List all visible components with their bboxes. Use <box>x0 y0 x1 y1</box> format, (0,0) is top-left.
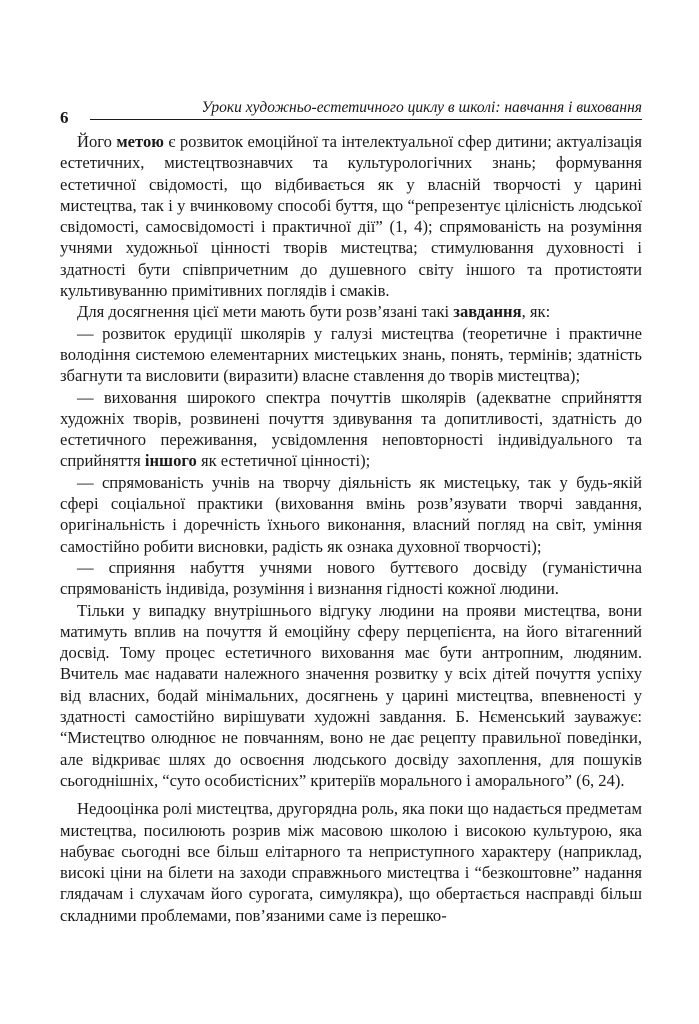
term-goal: метою <box>116 132 164 151</box>
page-header <box>60 98 642 126</box>
paragraph-goal-start: Його <box>77 132 117 151</box>
paragraph-tasks-intro-start: Для досягнення цієї мети мають бути розв’язані такі <box>77 302 454 322</box>
paragraph-tasks-intro-rest: , як: <box>521 302 551 322</box>
paragraph-goal <box>60 131 642 301</box>
paragraph-response: Тільки у випадку внутрішнього відгуку людини на прояви мистецтва, вони матимуть вплив на почуття й емоційну сферу перцепієнта, на його вітагенний досвід. Тому процес естетичного виховання має бути антропним, людяним. Вчитель має надавати належного значення розвитку у всіх дітей почуття успіху від власних, бодай мінімальних, досягнень у царині мистецтва, впевненості у здатності самостійно вирішувати художні завдання. Б. Нєменський зауважує: “Мистецтво олюднює не повчанням, воно не дає рецепту правильної поведінки, але відкриває шлях до освоєння людського досвіду захоплення, для пошуків сьогоднішніх, “суто особистісних” критеріїв морального і аморального” (6, 24). <box>60 600 642 790</box>
list-item-erudition: — розвиток ерудиції школярів у галузі мистецтва (теоретичне і практичне володіння системою елементарних мистецьких знань, понять, термінів; здатність збагнути та висловити (виразити) власне ставлення до творів мистецтва); <box>60 323 642 386</box>
term-tasks: завдання <box>453 302 522 322</box>
list-item-experience: — сприяння набуття учнями нового буттєвого досвіду (гуманістична спрямованість індивіда, розуміння і визнання гідності кожної людини. <box>60 557 642 599</box>
paragraph-underestimation: Недооцінка ролі мистецтва, другорядна роль, яка поки що надається предметам мистецтва, посилюють розрив між масовою школою і високою культурою, яка набуває сьогодні все більш елітарного та неприступного характеру (наприклад, високі ціни на білети на заходи справжнього мистецтва і “безкоштовне” надання глядачам і слухачам його сурогата, симулякра), що обертається насправді більш складними проблемами, пов’язаними саме із перешко- <box>60 799 642 925</box>
list-item-feelings-start: — виховання широкого спектра почуттів школярів (адекватне сприйняття художніх творів, розвинені почуття здивування та допитливості, здатність до естетичного переживання, усвідомлення неповторності індивідуального та сприйняття <box>60 387 642 471</box>
page-number: 6 <box>60 108 69 127</box>
term-other: іншого <box>144 451 197 471</box>
list-item-feelings-rest: як естетичної цінності); <box>196 451 371 471</box>
list-item-creativity: — спрямованість учнів на творчу діяльність як мистецьку, так у будь-якій сфері соціальної практики (виховання вмінь розв’язувати творчі завдання, оригінальність і доречність їхнього виконання, власний погляд на світ, уміння самостійно робити висновки, радість як ознака духовної творчості); <box>60 472 642 556</box>
list-item-feelings <box>60 387 642 472</box>
main-text <box>60 131 642 926</box>
running-title: Уроки художньо-естетичного циклу в школі: навчання і виховання <box>201 99 642 116</box>
paragraph-goal-rest: є розвиток емоційної та інтелектуальної сфер дитини; актуалізація естетичних, мистецтвознавчих та культурологічних знань; формування естетичної свідомості, що відбивається як у власній творчості у царині мистецтва, так і у вчинковому способі буття, що “репрезентує цілісність людської свідомості, самосвідомості і практичної дії” (1, 4); спрямованість на розуміння учнями художньої цінності творів мистецтва; стимулювання духовності і здатності бути співпричетним до душевного світу іншого та протистояти культивуванню примітивних поглядів і смаків. <box>60 132 642 301</box>
paragraph-tasks-intro <box>60 301 642 322</box>
header-rule <box>90 119 642 120</box>
